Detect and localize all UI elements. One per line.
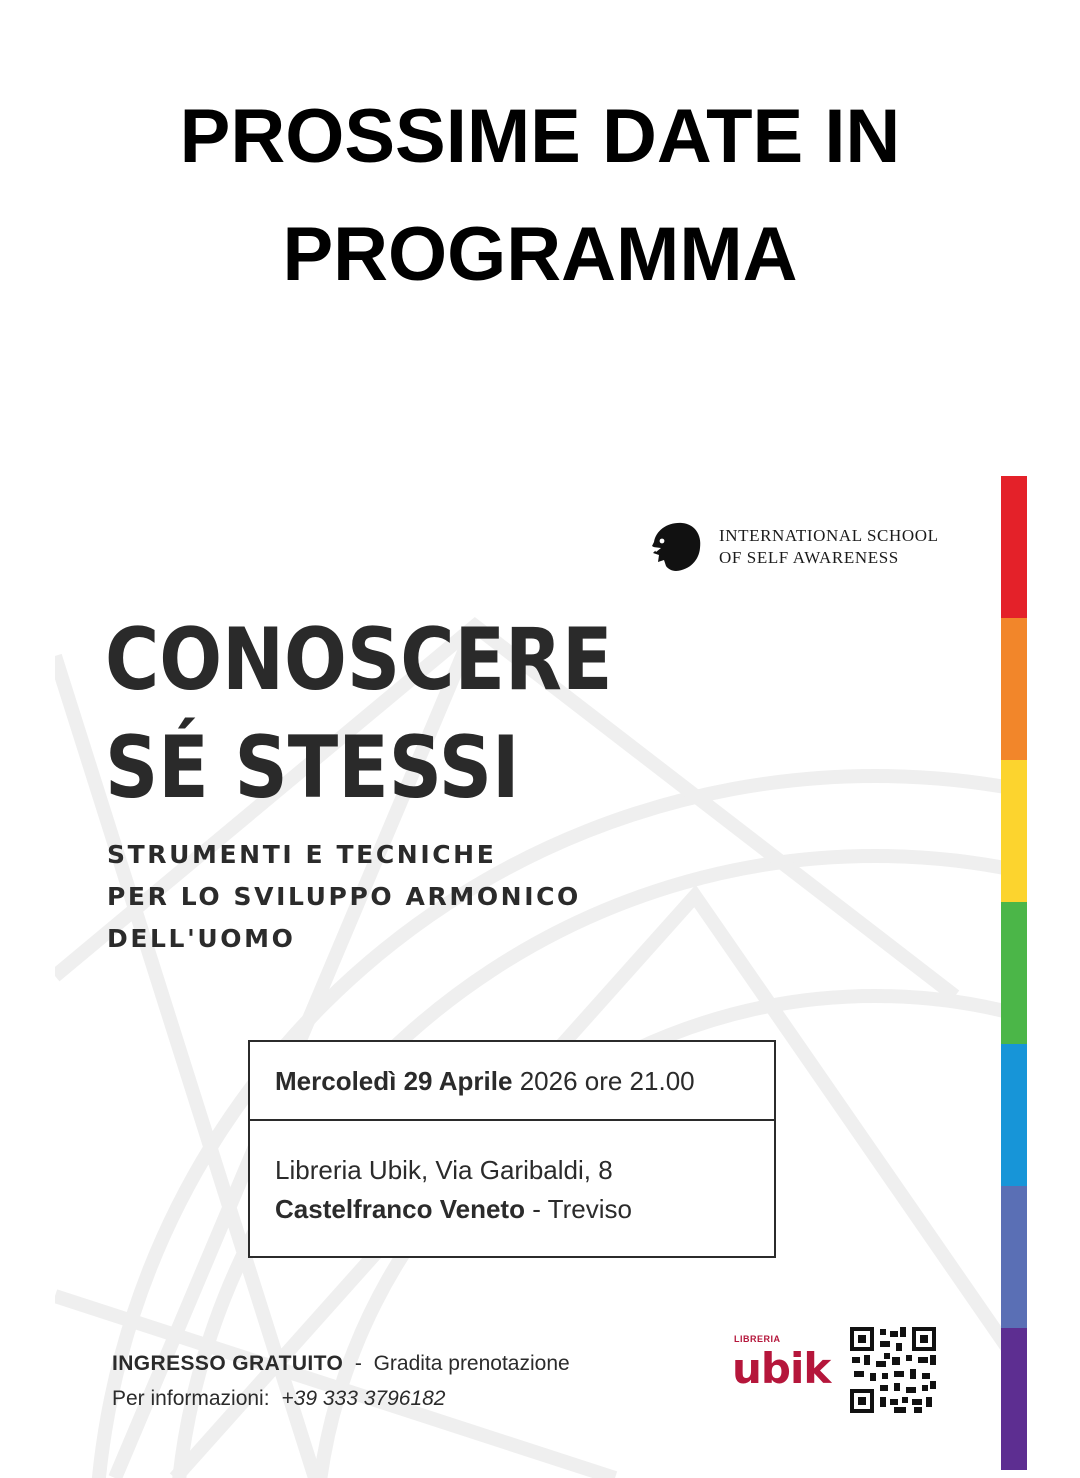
rainbow-band [1001, 618, 1027, 760]
page-header [0, 78, 1080, 314]
info-phone: +39 333 3796182 [281, 1387, 446, 1410]
event-poster [55, 476, 1027, 1478]
qr-code-icon [850, 1327, 936, 1413]
event-province: Treviso [547, 1194, 632, 1224]
rainbow-band [1001, 1186, 1027, 1328]
ubik-logo [730, 1334, 830, 1404]
subtitle-line: STRUMENTI E TECNICHE [107, 840, 497, 869]
header-title-line2: PROGRAMMA [282, 212, 798, 297]
event-weekday-date: Mercoledì 29 Aprile [275, 1066, 513, 1096]
event-date [250, 1042, 774, 1121]
info-label: Per informazioni: [112, 1387, 270, 1410]
admission-line [112, 1346, 570, 1381]
ubik-name: ubik [732, 1344, 831, 1393]
admission-label: INGRESSO GRATUITO [112, 1352, 344, 1375]
footer-info [112, 1346, 570, 1416]
poster-title-line1: CONOSCERE [105, 610, 613, 710]
poster-title-line2: SÉ STESSI [105, 718, 520, 818]
organization-logo [650, 520, 980, 576]
poster-title [105, 606, 612, 822]
rainbow-band [1001, 476, 1027, 618]
rainbow-band [1001, 760, 1027, 902]
subtitle-line: DELL'UOMO [107, 924, 296, 953]
header-title-line1: PROSSIME DATE IN [179, 94, 901, 179]
poster-subtitle [107, 834, 581, 960]
event-city-line [275, 1190, 774, 1229]
rainbow-band [1001, 902, 1027, 1044]
subtitle-line: PER LO SVILUPPO ARMONICO [107, 882, 581, 911]
event-separator: - [532, 1194, 541, 1224]
rainbow-stripe [1001, 476, 1027, 1478]
contact-line [112, 1381, 570, 1416]
booking-note: Gradita prenotazione [373, 1352, 570, 1375]
event-year-time: 2026 ore 21.00 [519, 1066, 695, 1096]
rainbow-band [1001, 1328, 1027, 1470]
event-details-box [248, 1040, 776, 1258]
organization-name-line1: INTERNATIONAL SCHOOL [719, 526, 939, 545]
admission-separator: - [354, 1352, 362, 1375]
organization-name [719, 525, 939, 569]
lion-head-icon [650, 520, 702, 572]
rainbow-band [1001, 1044, 1027, 1186]
event-location [250, 1121, 774, 1229]
organization-name-line2: OF SELF AWARENESS [719, 548, 899, 567]
event-venue: Libreria Ubik, Via Garibaldi, 8 [275, 1155, 613, 1185]
event-city: Castelfranco Veneto [275, 1194, 525, 1224]
ubik-small-label: LIBRERIA [734, 1334, 781, 1344]
